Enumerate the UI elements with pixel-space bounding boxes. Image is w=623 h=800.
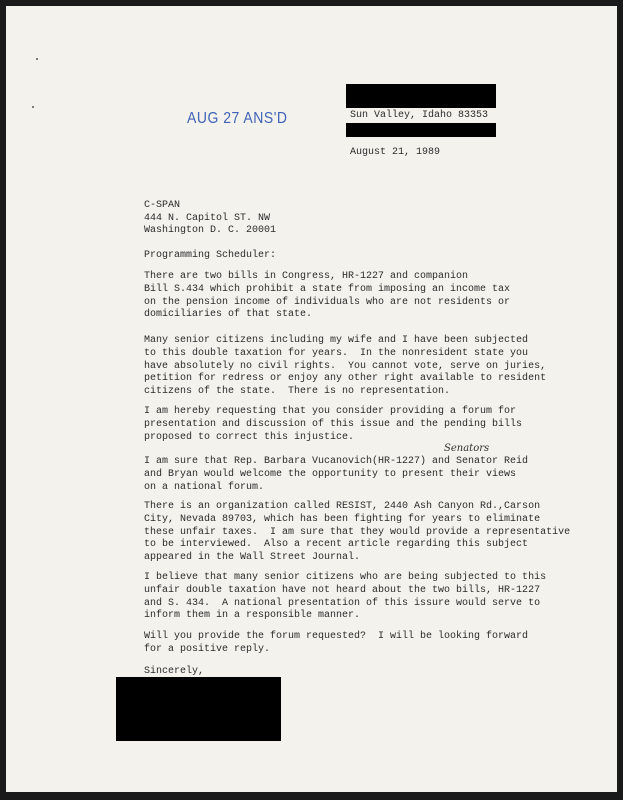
scan-speck [36, 58, 38, 60]
paragraph-line: these unfair taxes. I am sure that they would provide a representative [144, 526, 571, 538]
handwritten-correction: Senators [444, 443, 490, 454]
recipient-line: Washington D. C. 20001 [144, 225, 277, 236]
paragraph-line: and S. 434. A national presentation of this issure would serve to [144, 597, 541, 609]
paragraph-line: I believe that many senior citizens who are being subjected to this [144, 572, 547, 583]
paragraph-line: Many senior citizens including my wife and I have been subjected [144, 335, 529, 346]
paragraph-line: to be interviewed. Also a recent article regarding this subject [144, 539, 529, 551]
paragraph-line: to this double taxation for years. In the nonresident state you [144, 347, 529, 359]
paragraph [144, 572, 546, 623]
paragraph [144, 501, 570, 565]
paragraph [144, 335, 546, 399]
paragraph-line: petition for redress or enjoy any other right available to resident [144, 373, 547, 385]
paragraph-line: I am sure that Rep. Barbara Vucanovich(HR-1227) and Senator Reid [144, 456, 529, 467]
received-stamp: AUG 27 ANS'D [187, 107, 288, 127]
paragraph [144, 456, 528, 494]
paragraph-line: have absolutely no civil rights. You cannot vote, serve on juries, [144, 360, 547, 372]
sender-location: Sun Valley, Idaho 83353 [350, 110, 489, 121]
redacted-sender-name [346, 84, 496, 108]
recipient-line: C-SPAN [144, 200, 181, 211]
letter-page [6, 6, 617, 792]
paragraph [144, 406, 522, 444]
paragraph-line: citizens of the state. There is no representation. [144, 386, 451, 398]
recipient-address [144, 200, 276, 238]
paragraph-line: domiciliaries of that state. [144, 309, 313, 321]
closing: Sincerely, [144, 666, 205, 677]
paragraph-line: Bill S.434 which prohibit a state from imposing an income tax [144, 283, 511, 295]
redacted-signature [116, 677, 281, 741]
paragraph-line: I am hereby requesting that you consider providing a forum for [144, 406, 517, 417]
paragraph-line: and Bryan would welcome the opportunity to present their views [144, 468, 517, 480]
salutation: Programming Scheduler: [144, 250, 277, 261]
paragraph-line: City, Nevada 89703, which has been fighting for years to eliminate [144, 513, 541, 525]
redacted-sender-address [346, 123, 496, 137]
paragraph-line: There are two bills in Congress, HR-1227 and companion [144, 271, 469, 282]
paragraph [144, 271, 510, 322]
paragraph-line: presentation and discussion of this issue and the pending bills [144, 418, 523, 430]
paragraph-line: on the pension income of individuals who are not residents or [144, 296, 511, 308]
paragraph-line: proposed to correct this injustice. [144, 431, 355, 443]
recipient-line: 444 N. Capitol ST. NW [144, 212, 271, 224]
paragraph-line: on a national forum. [144, 481, 265, 493]
letter-date: August 21, 1989 [350, 147, 441, 158]
paragraph-line: inform them in a responsible manner. [144, 610, 361, 622]
paragraph-line: There is an organization called RESIST, 2440 Ash Canyon Rd.,Carson [144, 501, 541, 512]
paragraph-line: Will you provide the forum requested? I will be looking forward [144, 631, 529, 642]
paragraph [144, 631, 528, 657]
scan-speck [32, 106, 34, 108]
paragraph-line: appeared in the Wall Street Journal. [144, 552, 361, 564]
paragraph-line: unfair double taxation have not heard about the two bills, HR-1227 [144, 584, 541, 596]
paragraph-line: for a positive reply. [144, 643, 271, 655]
